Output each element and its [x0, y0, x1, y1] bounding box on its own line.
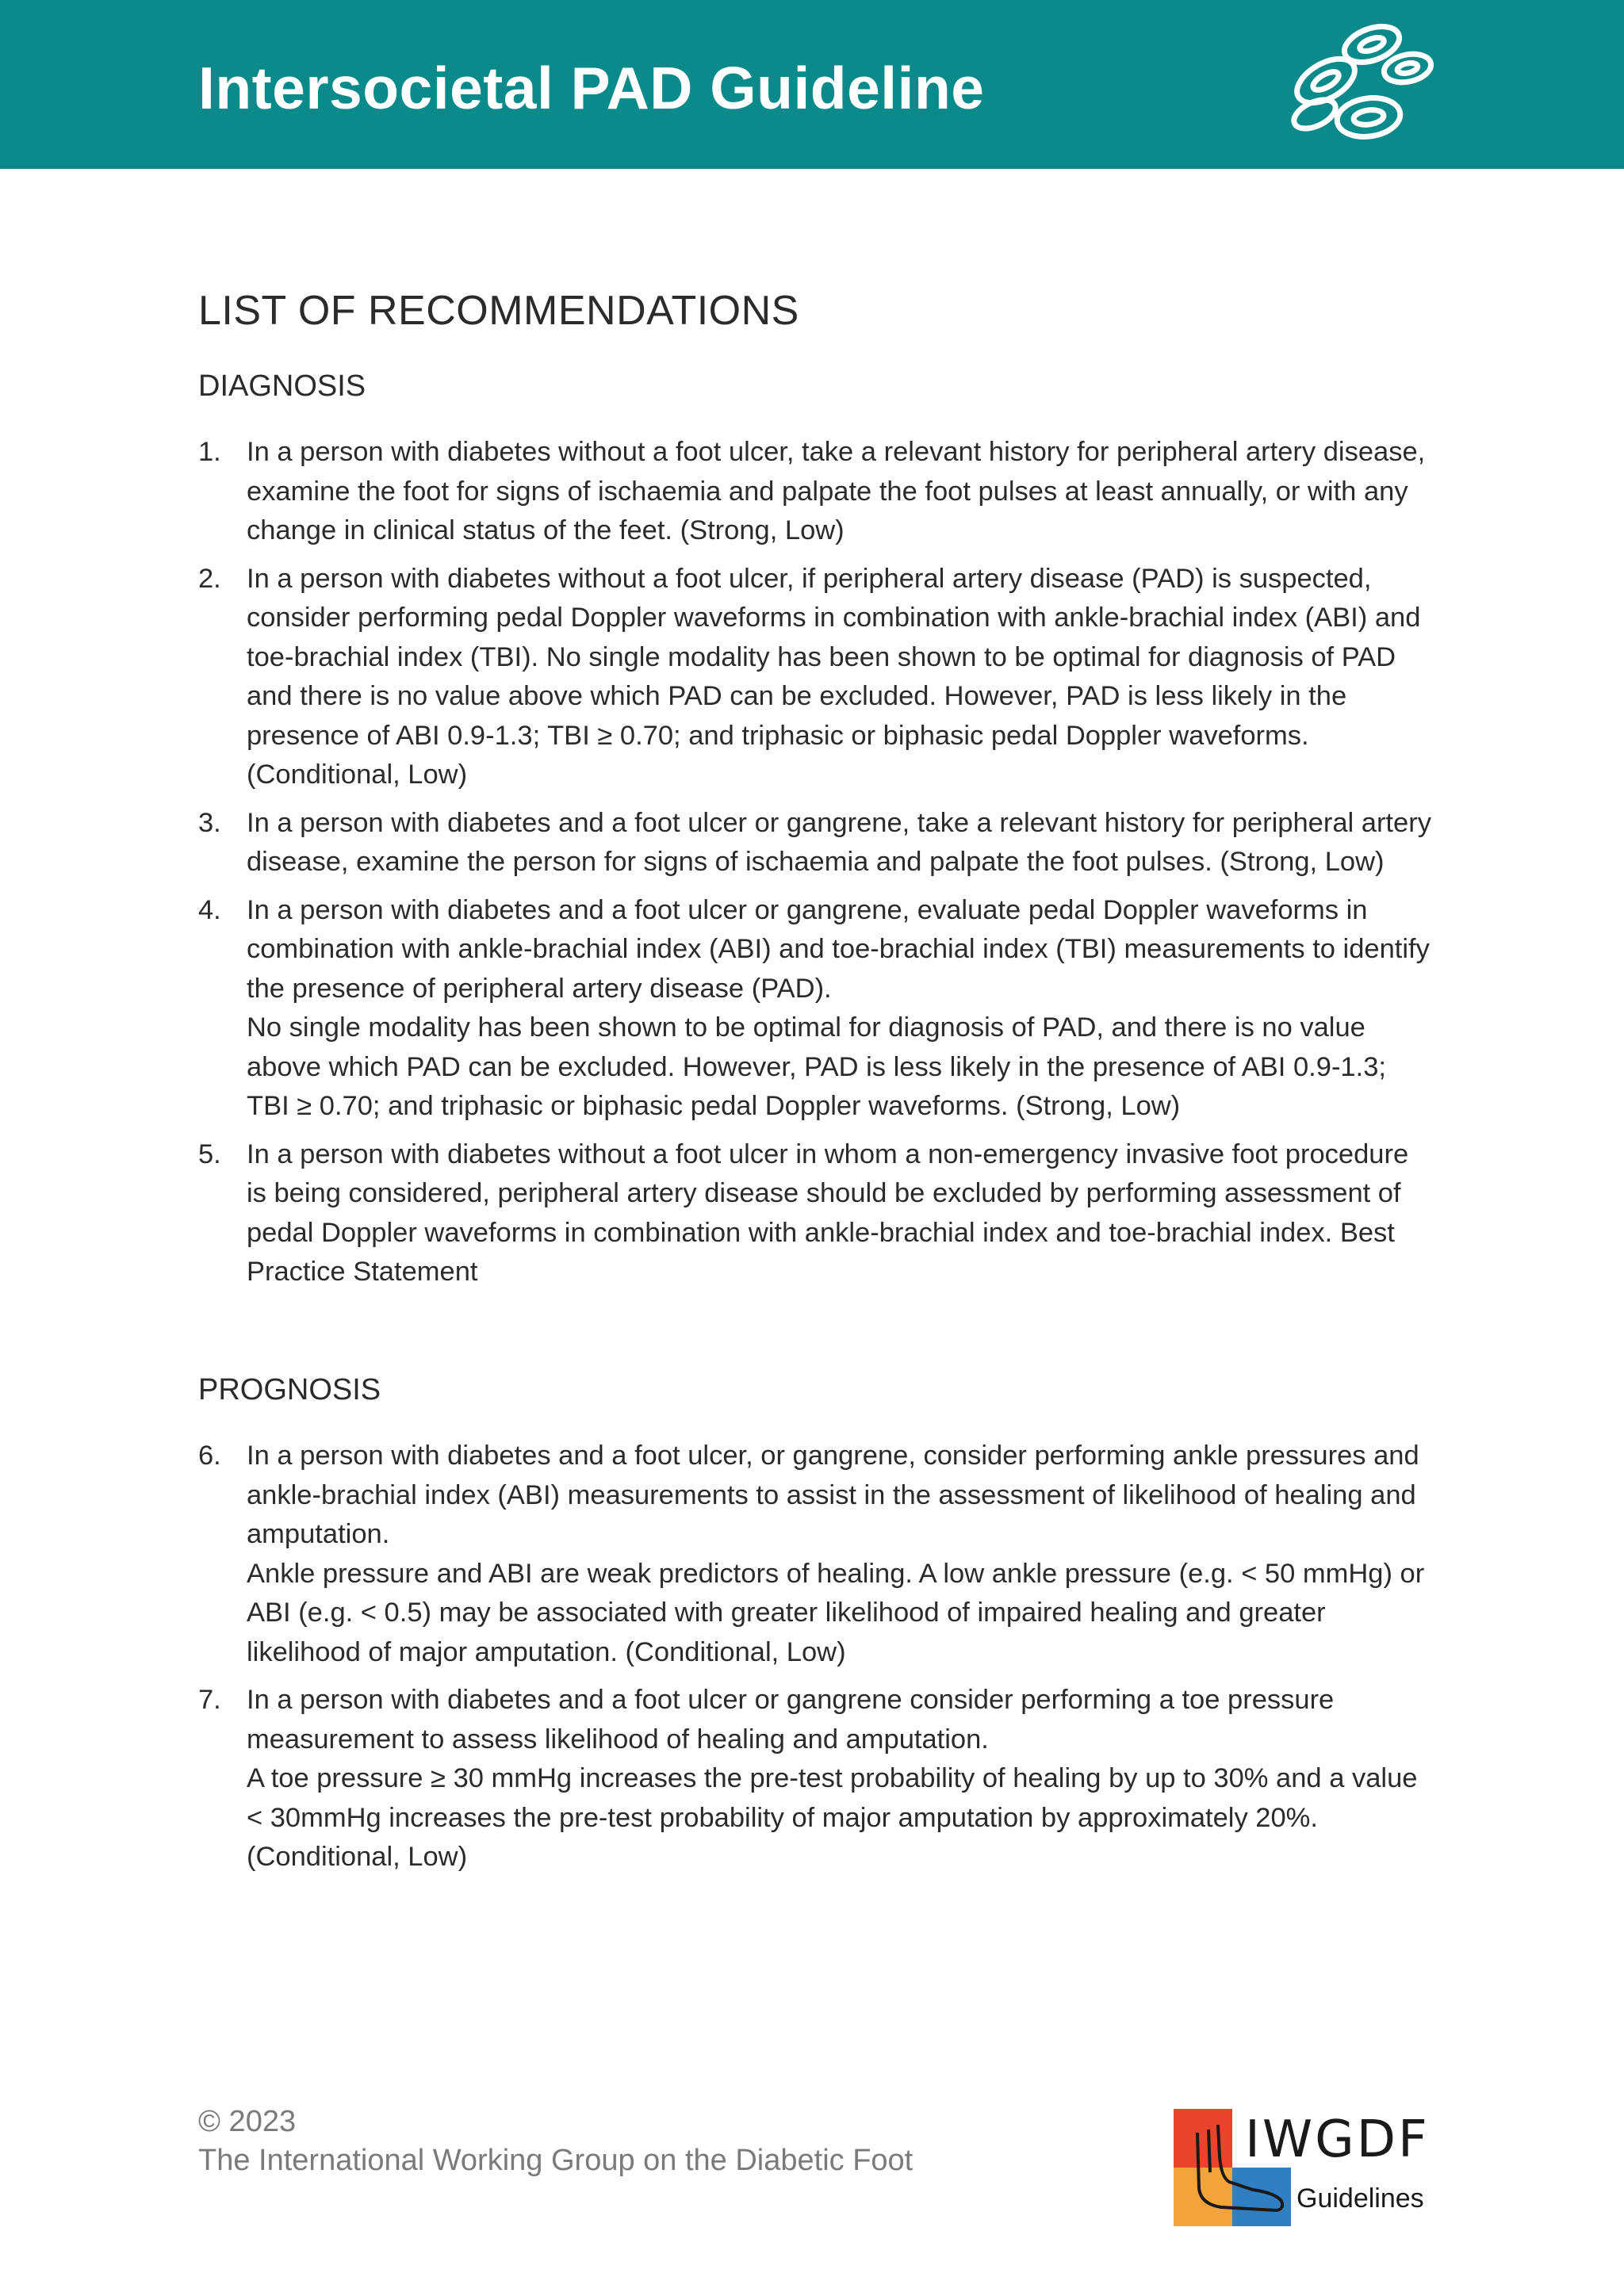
item-note: Ankle pressure and ABI are weak predictors of healing. A low ankle pressure (e.g. < 50 mmHg) or ABI (e.g. < 0.5) may be associated with greater likelihood of impaired healing and greater likelihood of major amputation. (Conditional, Low) [247, 1558, 1425, 1667]
list-item [198, 560, 1435, 795]
list-item [198, 804, 1435, 882]
item-note: A toe pressure ≥ 30 mmHg increases the pre-test probability of healing by up to 30% and a value < 30mmHg increases the pre-test probability of major amputation by approximately 20%. (Conditional, Low) [247, 1763, 1418, 1872]
item-text: In a person with diabetes and a foot ulcer or gangrene, take a relevant history for peripheral artery disease, examine the person for signs of ischaemia and palpate the foot pulses. (Strong, Low) [247, 807, 1431, 877]
item-text: In a person with diabetes and a foot ulcer or gangrene, evaluate pedal Doppler waveforms in combination with ankle-brachial index (ABI) and toe-brachial index (TBI) measurements to identify the presence of peripheral artery disease (PAD). [247, 894, 1430, 1004]
diagnosis-list [198, 433, 1435, 1301]
logo-text: IWGDF [1245, 2110, 1430, 2169]
item-text: In a person with diabetes and a foot ulcer or gangrene consider performing a toe pressure measurement to assess likelihood of healing and amputation. [247, 1685, 1335, 1755]
item-text: In a person with diabetes without a foot ulcer, if peripheral artery disease (PAD) is suspected, consider performing pedal Doppler waveforms in combination with ankle-brachial index (ABI) and toe-brachial index (TBI). No single modality has been shown to be optimal for diagnosis of PAD and there is no value above which PAD can be excluded. However, PAD is less likely in the presence of ABI 0.9-1.3; TBI ≥ 0.70; and triphasic or biphasic pedal Doppler waveforms. (Conditional, Low) [247, 563, 1421, 790]
item-number: 5. [198, 1138, 221, 1169]
item-number: 6. [198, 1441, 221, 1471]
list-item [198, 1437, 1435, 1672]
item-note: No single modality has been shown to be optimal for diagnosis of PAD, and there is no value above which PAD can be excluded. However, PAD is less likely in the presence of ABI 0.9-1.3; TBI ≥ 0.70; and triphasic or biphasic pedal Doppler waveforms. (Strong, Low) [247, 1012, 1386, 1121]
item-number: 2. [198, 563, 221, 594]
prognosis-list [198, 1437, 1435, 1886]
item-number: 4. [198, 894, 221, 925]
page-title: Intersocietal PAD Guideline [198, 55, 985, 121]
list-item [198, 433, 1435, 551]
blood-cells-icon [1269, 19, 1435, 154]
list-item [198, 891, 1435, 1127]
header-band [0, 0, 1624, 169]
copyright: © 2023 [198, 2105, 297, 2138]
item-text: In a person with diabetes without a foot ulcer, take a relevant history for peripheral artery disease, examine the foot for signs of ischaemia and palpate the foot pulses at least annually, or with any change in clinical status of the feet. (Strong, Low) [247, 437, 1426, 545]
item-number: 1. [198, 437, 221, 467]
iwgdf-logo [1174, 2109, 1434, 2226]
logo-subtext: Guidelines [1297, 2183, 1424, 2214]
organization-name: The International Working Group on the Diabetic Foot [198, 2144, 914, 2177]
item-number: 3. [198, 807, 221, 838]
item-number: 7. [198, 1685, 221, 1715]
item-text: In a person with diabetes without a foot ulcer in whom a non-emergency invasive foot procedure is being considered, peripheral artery disease should be excluded by performing assessment of pedal Doppler waveforms in combination with ankle-brachial index and toe-brachial index. Best Practice Statement [247, 1138, 1409, 1287]
diagnosis-heading: DIAGNOSIS [198, 369, 366, 403]
list-item [198, 1135, 1435, 1292]
list-title: LIST OF RECOMMENDATIONS [198, 288, 799, 334]
item-text: In a person with diabetes and a foot ulcer, or gangrene, consider performing ankle pressures and ankle-brachial index (ABI) measurements to assist in the assessment of likelihood of healing and amputation. [247, 1441, 1419, 1549]
prognosis-heading: PROGNOSIS [198, 1373, 381, 1406]
list-item [198, 1681, 1435, 1877]
